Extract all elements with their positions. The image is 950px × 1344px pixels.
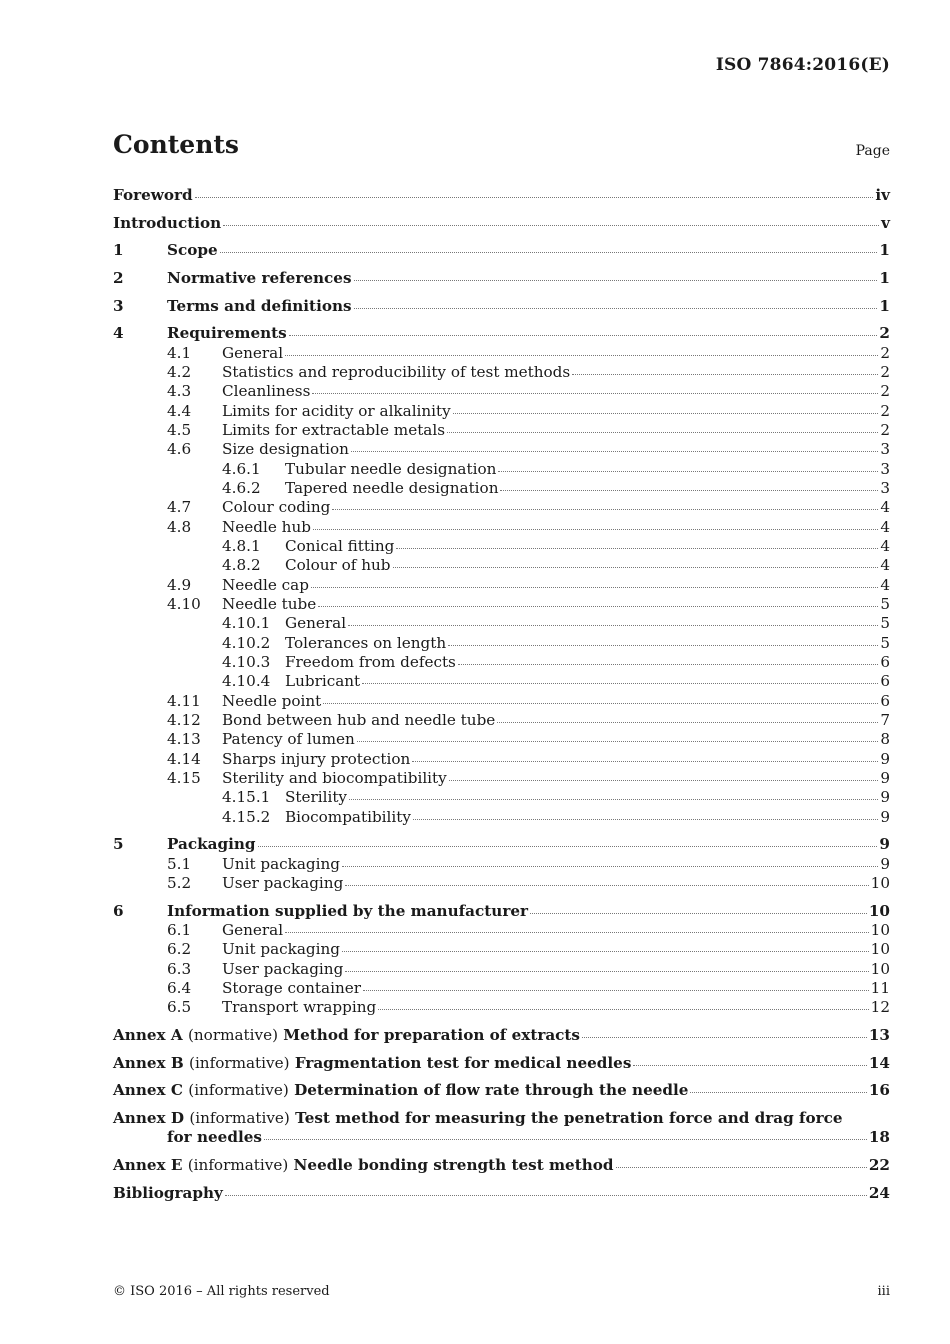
toc-number: 4.9	[167, 575, 192, 594]
toc-number: 4.2	[167, 362, 192, 381]
toc-entry-clause-1[interactable]	[113, 241, 890, 260]
toc-page: 6	[880, 691, 890, 710]
toc-page: 10	[870, 921, 890, 940]
toc-entry-annex-c[interactable]	[113, 1081, 890, 1100]
toc-title: User packaging	[222, 874, 344, 893]
dot-leader	[323, 703, 878, 704]
toc-number: 4.15.2	[222, 807, 271, 826]
dot-leader	[413, 819, 878, 820]
dot-leader	[345, 971, 868, 972]
toc-entry-4-10-1[interactable]	[113, 614, 890, 633]
contents-heading: Contents	[113, 130, 240, 159]
toc-title: Freedom from defects	[285, 653, 456, 672]
toc-number: 6.1	[167, 921, 192, 940]
dot-leader	[530, 913, 867, 914]
dot-leader	[285, 932, 869, 933]
dot-leader	[633, 1065, 866, 1066]
toc-entry-clause-2[interactable]	[113, 269, 890, 288]
toc-page: 9	[880, 854, 890, 873]
toc-entry-clause-4[interactable]	[113, 324, 890, 343]
toc-title: Transport wrapping	[222, 998, 377, 1017]
dot-leader	[378, 1009, 868, 1010]
dot-leader	[289, 335, 878, 336]
toc-page: 4	[880, 575, 890, 594]
dot-leader	[345, 885, 868, 886]
toc-entry-4-1[interactable]	[113, 344, 890, 363]
annex-title: Fragmentation test for medical needles	[294, 1053, 632, 1072]
dot-leader	[312, 393, 878, 394]
toc-title: Terms and definitions	[167, 296, 352, 315]
toc-page: 5	[880, 633, 890, 652]
toc-number: 4.10.2	[222, 633, 271, 652]
toc-page: 10	[870, 874, 890, 893]
toc-number: 6.3	[167, 959, 192, 978]
toc-entry-6-2[interactable]	[113, 940, 890, 959]
toc-entry-4-2[interactable]	[113, 363, 890, 382]
dot-leader	[616, 1167, 867, 1168]
toc-page: 18	[868, 1128, 890, 1147]
toc-page: 6	[880, 672, 890, 691]
toc-entry-4-15[interactable]	[113, 769, 890, 788]
dot-leader	[498, 471, 878, 472]
dot-leader	[572, 374, 878, 375]
annex-title: Test method for measuring the penetration force and drag force	[295, 1109, 843, 1128]
toc-page: 3	[880, 459, 890, 478]
toc-page: 5	[880, 614, 890, 633]
toc-title: Limits for extractable metals	[222, 420, 446, 439]
dot-leader	[362, 683, 878, 684]
toc-entry-4-4[interactable]	[113, 402, 890, 421]
toc-page: 4	[880, 517, 890, 536]
toc-page: 5	[880, 595, 890, 614]
toc-page: 4	[880, 556, 890, 575]
dot-leader	[393, 567, 879, 568]
dot-leader	[351, 451, 878, 452]
toc-title: Sterility and biocompatibility	[222, 769, 447, 788]
toc-entry-4-15-2[interactable]	[113, 808, 890, 827]
toc-title: Tapered needle designation	[285, 478, 499, 497]
toc-entry-4-11[interactable]	[113, 692, 890, 711]
dot-leader	[357, 741, 879, 742]
annex-title: Determination of flow rate through the needle	[294, 1081, 689, 1100]
annex-kind: (informative)	[189, 1109, 290, 1128]
toc-title: Packaging	[167, 835, 256, 854]
dot-leader	[453, 413, 879, 414]
footer-page-number: iii	[877, 1284, 890, 1299]
dot-leader	[342, 866, 878, 867]
dot-leader	[448, 645, 878, 646]
toc-page: 2	[880, 362, 890, 381]
toc-entry-4-3[interactable]	[113, 382, 890, 401]
toc-page: 9	[880, 788, 890, 807]
toc-page: 2	[880, 343, 890, 362]
toc-title: General	[222, 343, 284, 362]
toc-title: Bond between hub and needle tube	[222, 711, 496, 730]
toc-number: 6.2	[167, 940, 192, 959]
toc-number: 4.13	[167, 730, 201, 749]
toc-entry-clause-6[interactable]	[113, 902, 890, 921]
dot-leader	[354, 308, 878, 309]
toc-page: 24	[868, 1183, 890, 1202]
toc-page: 8	[880, 730, 890, 749]
toc-number: 4.15.1	[222, 788, 271, 807]
toc-title: Needle cap	[222, 575, 309, 594]
toc-entry-4-7[interactable]	[113, 498, 890, 517]
toc-title: Limits for acidity or alkalinity	[222, 401, 451, 420]
toc-entry-6-1[interactable]	[113, 921, 890, 940]
toc-entry-4-6-2[interactable]	[113, 479, 890, 498]
toc-number: 6	[113, 901, 124, 920]
toc-entry-4-10-4[interactable]	[113, 672, 890, 691]
dot-leader	[285, 355, 878, 356]
toc-number: 4.10.4	[222, 672, 271, 691]
toc-title: Normative references	[167, 268, 352, 287]
toc-number: 4.8	[167, 517, 192, 536]
toc-number: 4.14	[167, 749, 201, 768]
toc-title: General	[285, 614, 347, 633]
toc-title: Needle tube	[222, 595, 317, 614]
toc-entry-4-6-1[interactable]	[113, 460, 890, 479]
dot-leader	[447, 432, 878, 433]
toc-page: 10	[868, 901, 890, 920]
toc-title: Needle point	[222, 691, 322, 710]
toc-page: 2	[880, 401, 890, 420]
toc-number: 5	[113, 835, 124, 854]
toc-title: Sharps injury protection	[222, 749, 411, 768]
toc-entry-annex-e[interactable]	[113, 1156, 890, 1175]
toc-title: General	[222, 921, 284, 940]
toc-number: 2	[113, 268, 124, 287]
toc-title: Storage container	[222, 979, 361, 998]
toc-title: Tolerances on length	[285, 633, 447, 652]
toc-title	[113, 1081, 688, 1100]
toc-page: 10	[870, 940, 890, 959]
toc-page: 2	[880, 382, 890, 401]
toc-page: 1	[879, 241, 890, 260]
toc-number: 1	[113, 241, 124, 260]
toc-page: 7	[880, 711, 890, 730]
dot-leader	[332, 509, 878, 510]
dot-leader	[497, 722, 878, 723]
toc-page: iv	[875, 186, 890, 204]
toc-title: Foreword	[113, 186, 193, 204]
dot-leader	[258, 846, 878, 847]
toc-number: 5.1	[167, 854, 192, 873]
toc-entry-annex-b[interactable]	[113, 1054, 890, 1073]
toc-number: 4.15	[167, 769, 201, 788]
toc-number: 4.8.2	[222, 556, 261, 575]
toc-page: 16	[868, 1081, 890, 1100]
toc-entry-4-14[interactable]	[113, 750, 890, 769]
dot-leader	[313, 529, 878, 530]
toc-number: 6.4	[167, 979, 192, 998]
toc-number: 4.6.1	[222, 459, 261, 478]
annex-label: Annex B	[113, 1053, 184, 1072]
toc-number: 3	[113, 296, 124, 315]
dot-leader	[582, 1037, 867, 1038]
annex-kind: (informative)	[187, 1156, 289, 1175]
toc-number: 4	[113, 324, 124, 343]
toc-page: 1	[879, 268, 890, 287]
dot-leader	[318, 606, 878, 607]
annex-label: Annex E	[113, 1156, 183, 1175]
toc-entry-clause-3[interactable]	[113, 297, 890, 316]
toc-entry-4-5[interactable]	[113, 421, 890, 440]
toc-page: 12	[870, 998, 890, 1017]
toc-title: Tubular needle designation	[285, 459, 497, 478]
table-of-contents	[113, 186, 890, 1203]
toc-title: Information supplied by the manufacturer	[167, 901, 528, 920]
toc-entry-annex-a[interactable]	[113, 1026, 890, 1045]
toc-entry-5-1[interactable]	[113, 855, 890, 874]
toc-title: Size designation	[222, 440, 349, 459]
toc-page: 9	[879, 835, 890, 854]
toc-title: Scope	[167, 241, 218, 260]
toc-entry-4-8-2[interactable]	[113, 556, 890, 575]
toc-page: v	[881, 213, 890, 232]
toc-entry-6-4[interactable]	[113, 979, 890, 998]
dot-leader	[458, 664, 878, 665]
toc-title: Bibliography	[113, 1183, 223, 1202]
dot-leader	[195, 197, 874, 198]
toc-number: 4.10.3	[222, 653, 271, 672]
toc-title	[113, 1054, 631, 1073]
toc-title: Conical fitting	[285, 536, 395, 555]
toc-page: 2	[879, 324, 890, 343]
toc-title: Patency of lumen	[222, 730, 355, 749]
toc-number: 4.12	[167, 711, 201, 730]
toc-title: Statistics and reproducibility of test methods	[222, 362, 571, 381]
toc-number: 4.6	[167, 440, 192, 459]
toc-entry-4-6[interactable]	[113, 440, 890, 459]
annex-kind: (normative)	[187, 1026, 278, 1045]
toc-title	[113, 1109, 843, 1128]
dot-leader	[264, 1139, 867, 1140]
dot-leader	[220, 252, 878, 253]
toc-title: Unit packaging	[222, 940, 340, 959]
dot-leader	[342, 951, 869, 952]
annex-title: Needle bonding strength test method	[293, 1156, 614, 1175]
toc-number: 4.1	[167, 343, 192, 362]
toc-title: Biocompatibility	[285, 807, 411, 826]
toc-page: 1	[879, 296, 890, 315]
toc-title: User packaging	[222, 959, 344, 978]
toc-title	[113, 1156, 614, 1175]
dot-leader	[396, 548, 878, 549]
toc-entry-annex-d[interactable]	[113, 1109, 890, 1128]
toc-entry-4-12[interactable]	[113, 711, 890, 730]
annex-kind: (informative)	[189, 1053, 290, 1072]
toc-entry-4-10[interactable]	[113, 595, 890, 614]
toc-entry-4-8-1[interactable]	[113, 537, 890, 556]
dot-leader	[412, 761, 878, 762]
toc-number: 5.2	[167, 874, 192, 893]
toc-entry-foreword[interactable]	[113, 186, 890, 205]
toc-number: 4.4	[167, 401, 192, 420]
footer-copyright: © ISO 2016 – All rights reserved	[113, 1284, 330, 1299]
toc-page: 14	[868, 1053, 890, 1072]
toc-page: 10	[870, 959, 890, 978]
toc-entry-introduction[interactable]	[113, 214, 890, 233]
toc-title	[113, 1026, 580, 1045]
toc-number: 4.11	[167, 691, 201, 710]
toc-page: 22	[868, 1156, 890, 1175]
toc-title: Cleanliness	[222, 382, 311, 401]
toc-page: 9	[880, 749, 890, 768]
toc-title: Requirements	[167, 324, 287, 343]
toc-number: 4.10.1	[222, 614, 271, 633]
dot-leader	[348, 625, 878, 626]
toc-page: 2	[880, 420, 890, 439]
page-column-label: Page	[855, 143, 890, 159]
toc-entry-5-2[interactable]	[113, 874, 890, 893]
toc-title: Unit packaging	[222, 854, 340, 873]
toc-page: 9	[880, 769, 890, 788]
toc-entry-4-10-3[interactable]	[113, 653, 890, 672]
toc-title: Needle hub	[222, 517, 311, 536]
toc-page: 6	[880, 653, 890, 672]
toc-page: 11	[870, 979, 890, 998]
toc-number: 4.6.2	[222, 478, 261, 497]
toc-number: 4.8.1	[222, 536, 261, 555]
toc-entry-4-9[interactable]	[113, 576, 890, 595]
toc-page: 9	[880, 807, 890, 826]
toc-entry-clause-5[interactable]	[113, 835, 890, 854]
toc-page: 4	[880, 536, 890, 555]
annex-label: Annex A	[113, 1026, 183, 1045]
annex-title-continued: for needles	[167, 1128, 262, 1147]
toc-page: 13	[868, 1026, 890, 1045]
annex-label: Annex C	[113, 1081, 183, 1100]
dot-leader	[363, 990, 869, 991]
toc-number: 4.10	[167, 595, 201, 614]
annex-kind: (informative)	[188, 1081, 289, 1100]
toc-entry-4-8[interactable]	[113, 518, 890, 537]
document-id: ISO 7864:2016(E)	[715, 55, 890, 75]
toc-page: 3	[880, 478, 890, 497]
toc-entry-4-10-2[interactable]	[113, 634, 890, 653]
dot-leader	[225, 1195, 867, 1196]
toc-number: 4.5	[167, 420, 192, 439]
dot-leader	[500, 490, 878, 491]
toc-title: Colour coding	[222, 498, 331, 517]
toc-entry-4-15-1[interactable]	[113, 788, 890, 807]
toc-title: Sterility	[285, 788, 348, 807]
toc-entry-bibliography[interactable]	[113, 1184, 890, 1203]
toc-page: 3	[880, 440, 890, 459]
toc-entry-6-3[interactable]	[113, 960, 890, 979]
toc-title: Colour of hub	[285, 556, 391, 575]
toc-number: 4.3	[167, 382, 192, 401]
dot-leader	[690, 1092, 866, 1093]
toc-entry-4-13[interactable]	[113, 730, 890, 749]
dot-leader	[223, 225, 879, 226]
dot-leader	[349, 799, 878, 800]
toc-number: 4.7	[167, 498, 192, 517]
toc-title: Lubricant	[285, 672, 361, 691]
annex-title: Method for preparation of extracts	[283, 1026, 580, 1045]
toc-entry-annex-d-continued[interactable]	[113, 1128, 890, 1147]
dot-leader	[354, 280, 878, 281]
dot-leader	[311, 587, 878, 588]
toc-number: 6.5	[167, 998, 192, 1017]
annex-label: Annex D	[113, 1109, 185, 1128]
dot-leader	[449, 780, 879, 781]
toc-entry-6-5[interactable]	[113, 998, 890, 1017]
toc-page: 4	[880, 498, 890, 517]
toc-title: Introduction	[113, 213, 222, 232]
